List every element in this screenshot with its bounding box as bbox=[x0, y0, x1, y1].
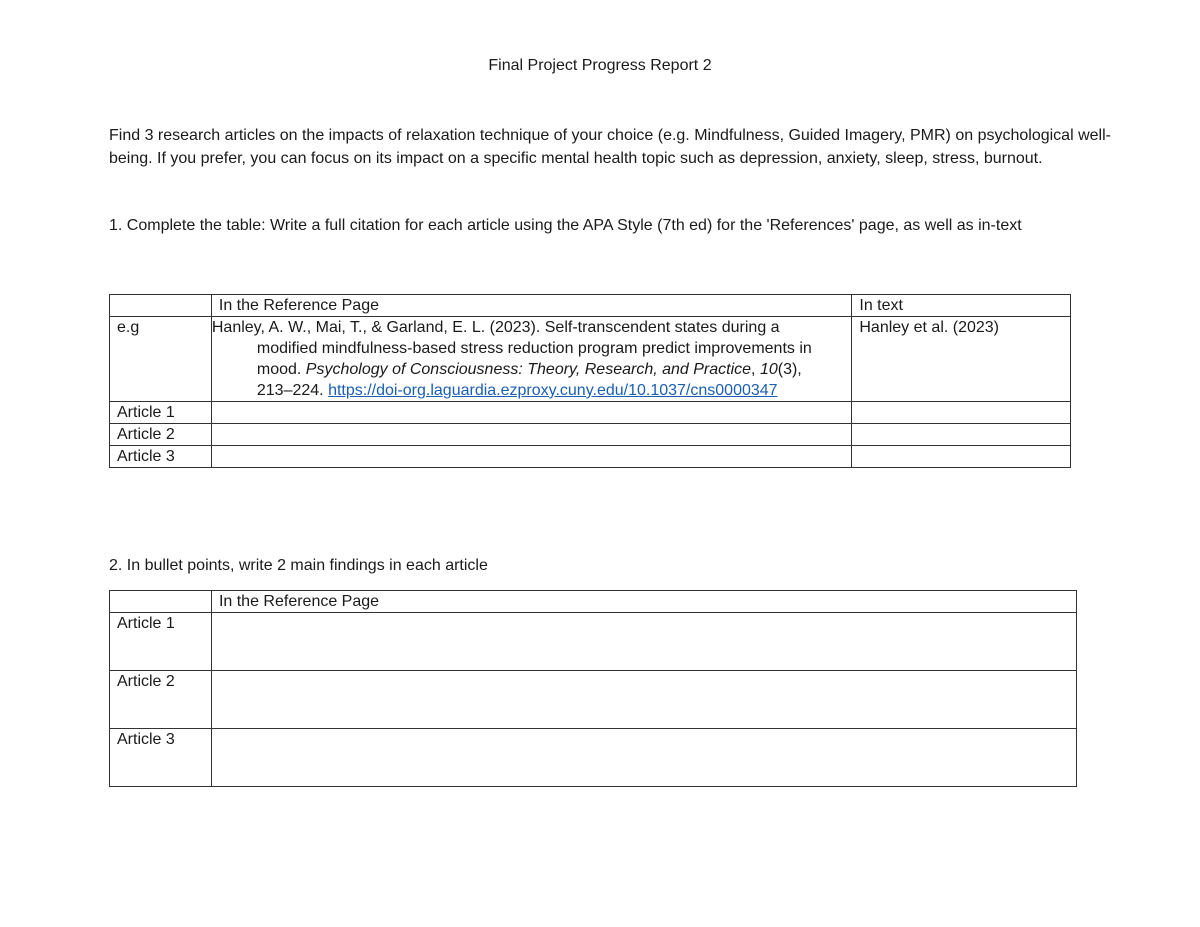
question-2: 2. In bullet points, write 2 main findings in each article bbox=[109, 557, 488, 574]
findings-table bbox=[109, 590, 1077, 787]
row-label: Article 3 bbox=[110, 446, 212, 468]
reference-cell[interactable] bbox=[211, 424, 852, 446]
row-label: e.g bbox=[110, 317, 212, 402]
findings-cell[interactable] bbox=[211, 729, 1076, 787]
row-label: Article 2 bbox=[110, 671, 212, 729]
table-row bbox=[110, 402, 1071, 424]
header-reference-page: In the Reference Page bbox=[211, 295, 852, 317]
citation-text: Hanley, A. W., Mai, T., & Garland, E. L. (2023). Self-transcendent states during a modified mindfulness-based stress reduction program predict improvements in mood. bbox=[211, 319, 812, 378]
reference-cell[interactable] bbox=[211, 446, 852, 468]
citation-table bbox=[109, 294, 1071, 468]
example-citation bbox=[211, 317, 852, 402]
row-label: Article 3 bbox=[110, 729, 212, 787]
table-row bbox=[110, 446, 1071, 468]
instructions-paragraph: Find 3 research articles on the impacts of relaxation technique of your choice (e.g. Mindfulness, Guided Imagery, PMR) on psychological well-being. If you prefer, you can focus on its impact on a specific mental health topic such as depression, anxiety, sleep, stress, burnout. bbox=[109, 127, 1111, 167]
table-row bbox=[110, 613, 1077, 671]
row-label: Article 1 bbox=[110, 402, 212, 424]
header-in-text: In text bbox=[852, 295, 1071, 317]
table-header-row bbox=[110, 295, 1071, 317]
journal-volume: 10 bbox=[759, 361, 778, 378]
row-label: Article 1 bbox=[110, 613, 212, 671]
journal-name: Psychology of Consciousness: Theory, Research, and Practice bbox=[305, 361, 752, 378]
header-cell-empty bbox=[110, 591, 212, 613]
question-1: 1. Complete the table: Write a full citation for each article using the APA Style (7th ed) for the 'References' page, as well as in-text bbox=[109, 217, 1022, 234]
intext-cell[interactable] bbox=[852, 424, 1071, 446]
table-row bbox=[110, 729, 1077, 787]
table-row bbox=[110, 671, 1077, 729]
header-reference-page: In the Reference Page bbox=[211, 591, 1076, 613]
page-title: Final Project Progress Report 2 bbox=[488, 57, 712, 74]
table-row bbox=[110, 424, 1071, 446]
citation-issue-pages: (3), 213–224. bbox=[256, 361, 802, 399]
citation-comma: , bbox=[751, 361, 760, 378]
example-intext: Hanley et al. (2023) bbox=[852, 317, 1071, 402]
reference-cell[interactable] bbox=[211, 402, 852, 424]
intext-cell[interactable] bbox=[852, 446, 1071, 468]
doi-link[interactable]: https://doi-org.laguardia.ezproxy.cuny.edu/10.1037/cns0000347 bbox=[328, 382, 778, 399]
intext-cell[interactable] bbox=[852, 402, 1071, 424]
header-cell-empty bbox=[110, 295, 212, 317]
table-header-row bbox=[110, 591, 1077, 613]
findings-cell[interactable] bbox=[211, 613, 1076, 671]
findings-cell[interactable] bbox=[211, 671, 1076, 729]
example-row bbox=[110, 317, 1071, 402]
row-label: Article 2 bbox=[110, 424, 212, 446]
